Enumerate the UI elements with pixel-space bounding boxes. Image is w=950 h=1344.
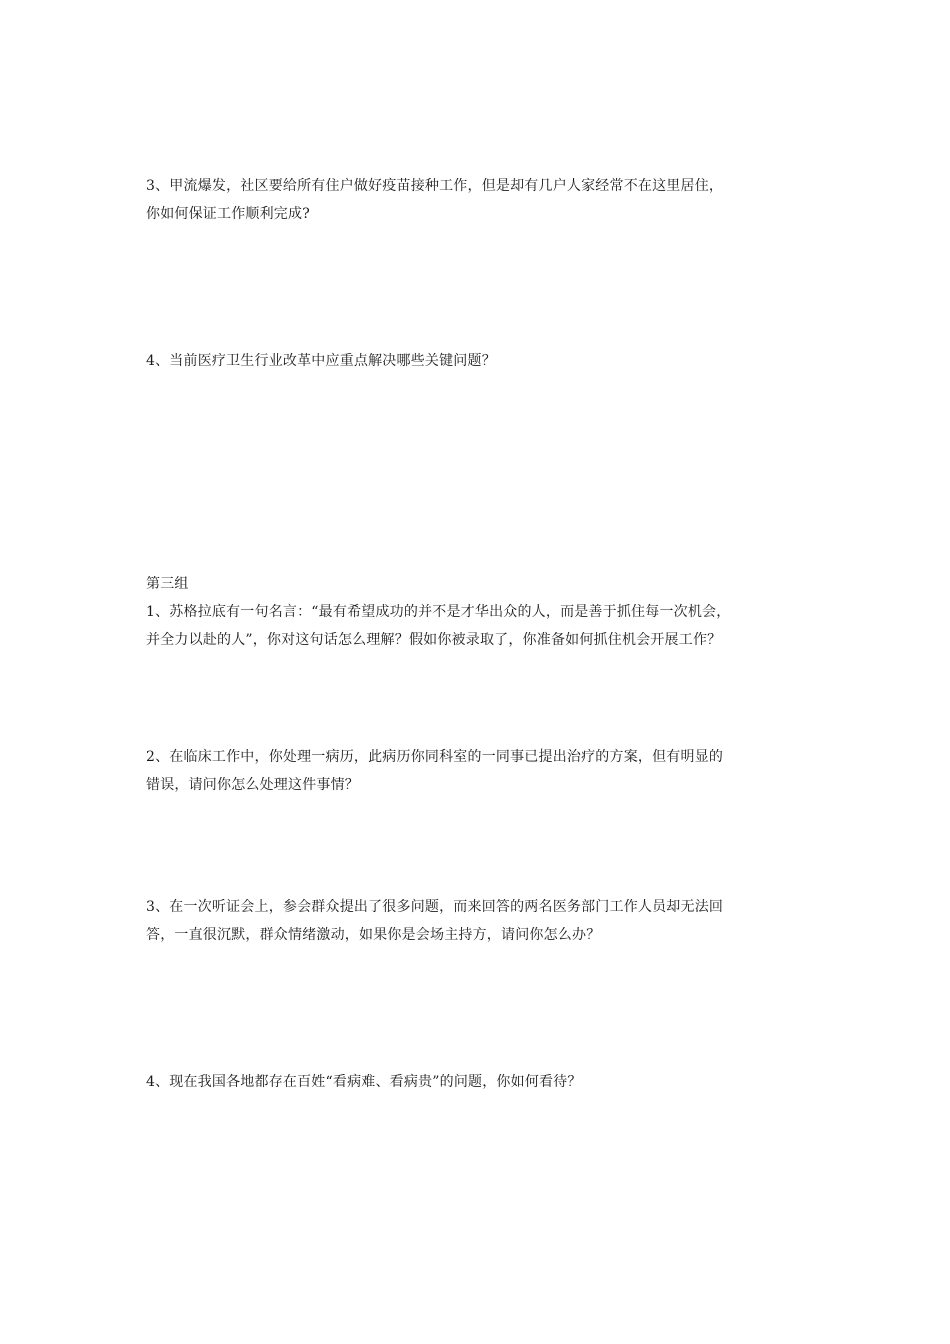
- question-4-prev-group: [146, 347, 826, 375]
- group-3-question-3: [146, 893, 826, 949]
- question-text-line: 答，一直很沉默，群众情绪激动，如果你是会场主持方，请问你怎么办？: [146, 927, 601, 943]
- question-text-line: 4、当前医疗卫生行业改革中应重点解决哪些关键问题？: [146, 353, 496, 369]
- question-text-line: 错误，请问你怎么处理这件事情？: [146, 777, 359, 793]
- question-text-line: 1、苏格拉底有一句名言：“最有希望成功的并不是才华出众的人，而是善于抓住每一次机会，: [146, 604, 731, 620]
- question-text-line: 你如何保证工作顺利完成?: [146, 206, 310, 222]
- question-text-line: 3、在一次听证会上，参会群众提出了很多问题，而来回答的两名医务部门工作人员却无法回: [146, 899, 724, 915]
- question-text-line: 并全力以赴的人”，你对这句话怎么理解？假如你被录取了，你准备如何抓住机会开展工作？: [146, 632, 722, 648]
- section-heading: 第三组: [146, 576, 189, 592]
- question-text-line: 3、甲流爆发，社区要给所有住户做好疫苗接种工作，但是却有几户人家经常不在这里居住，: [146, 178, 724, 194]
- group-3-question-4: [146, 1068, 826, 1096]
- question-text-line: 2、在临床工作中，你处理一病历，此病历你同科室的一同事已提出治疗的方案，但有明显的: [146, 749, 724, 765]
- group-3-question-2: [146, 743, 826, 799]
- question-text-line: 4、现在我国各地都存在百姓“看病难、看病贵”的问题，你如何看待？: [146, 1074, 582, 1090]
- question-3-prev-group: [146, 172, 826, 228]
- group-3-section: [146, 570, 826, 654]
